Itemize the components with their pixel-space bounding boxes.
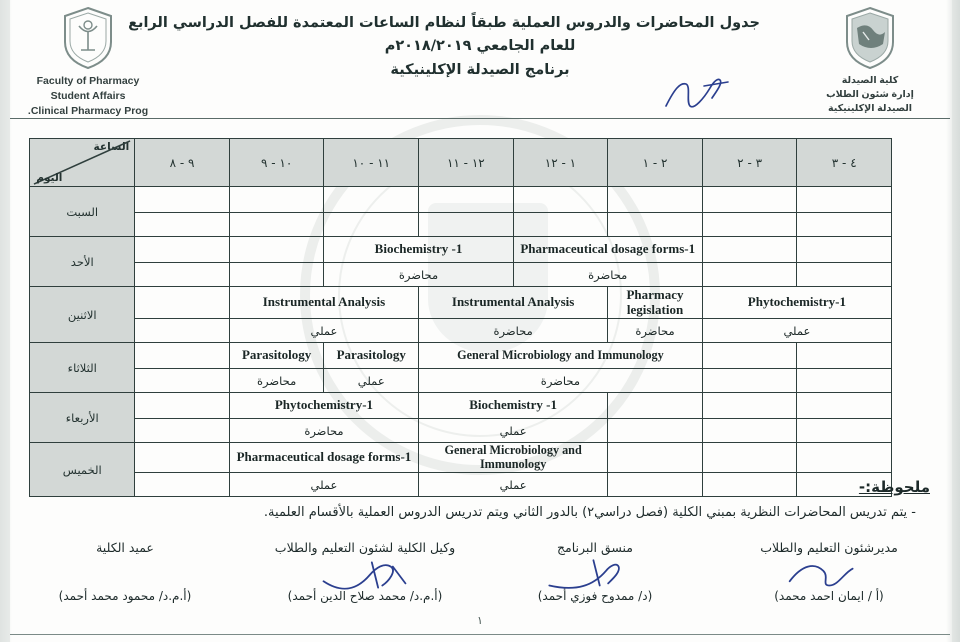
time-column-header-6: ١١ - ١٠ [324,139,419,187]
course-type-cell [419,319,608,343]
course-cell [229,393,418,419]
signature-name: (د/ ممدوح فوزي أحمد) [537,589,653,603]
course-cell [702,287,891,319]
course-type-cell [324,263,513,287]
empty-cell [135,393,230,419]
time-column-header-1: ٤ - ٣ [797,139,892,187]
course-cell [229,343,324,369]
empty-cell [608,187,703,213]
empty-cell [135,369,230,393]
signature-name: (أ / ايمان احمد محمد) [774,589,884,603]
course-type: محاضرة [635,323,675,338]
time-column-header-5: ١٢ - ١١ [419,139,514,187]
schedule-table-wrapper [30,138,892,497]
empty-cell [135,419,230,443]
schedule-row-course-6 [30,443,892,473]
course-name: Pharmaceutical dosage forms-1 [520,241,696,257]
course-name: Pharmacy legislation [626,287,684,317]
empty-cell [797,419,892,443]
course-name: Instrumental Analysis [262,294,386,310]
course-cell [419,443,608,473]
day-name: الثلاثاء [67,360,97,375]
faculty-logo-block-right [790,6,950,115]
empty-cell [702,443,797,473]
empty-cell [797,343,892,369]
course-type: عملي [357,373,385,388]
course-name: Phytochemistry-1 [274,397,374,413]
signature-name: (أ.م.د/ محمود محمد أحمد) [58,589,192,603]
schedule-table-head [30,139,892,187]
course-name: Parasitology [336,347,406,363]
empty-cell [229,187,324,213]
note-title: ملحوظة:- [858,478,930,496]
course-type-cell [324,369,419,393]
time-column-header-8: ٩ - ٨ [135,139,230,187]
course-type-cell [229,319,418,343]
signature-role: عميد الكلية [96,540,154,555]
course-name: Biochemistry -1 [374,241,463,257]
empty-cell [608,213,703,237]
time-column-header-4: ١ - ١٢ [513,139,608,187]
time-column-header-3: ٢ - ١ [608,139,703,187]
signature-role: مديرشئون التعليم والطلاب [760,540,898,555]
course-cell [608,287,703,319]
left-logo-line2: Student Affairs [50,90,126,103]
page-number: ١ [477,614,483,627]
signature-name: (أ.م.د/ محمد صلاح الدين أحمد) [287,589,443,603]
course-type: محاضرة [398,267,439,282]
empty-cell [135,319,230,343]
course-cell [324,237,513,263]
title-line-3: برنامج الصيدلة الإكلينيكية [390,61,570,78]
course-type: عملي [499,423,527,438]
schedule-header-row [30,139,892,187]
schedule-row-course-1 [30,187,892,213]
title-line-2: للعام الجامعي ٢٠١٨/٢٠١٩م [384,38,576,55]
footer-divider [10,634,950,635]
empty-cell [419,187,514,213]
course-name: General Microbiology and Immunology [457,347,664,362]
signature-block-1 [714,540,944,603]
schedule-row-course-3 [30,287,892,319]
schedule-row-type-5 [30,419,892,443]
schedule-row-type-2 [30,263,892,287]
left-logo-line3: Clinical Pharmacy Prog. [27,105,149,118]
day-label-cell [30,187,135,237]
schedule-row-course-4 [30,343,892,369]
empty-cell [513,187,608,213]
time-column-header-7: ١٠ - ٩ [229,139,324,187]
course-type: عملي [499,477,527,492]
empty-cell [135,287,230,319]
course-cell [419,343,703,369]
day-label-cell [30,287,135,343]
empty-cell [702,237,797,263]
course-type-cell [229,369,324,393]
day-name: الخميس [62,462,102,477]
right-logo-line2: إدارة شئون الطلاب [826,88,914,100]
empty-cell [135,237,230,263]
empty-cell [702,419,797,443]
empty-cell [797,187,892,213]
empty-cell [608,393,703,419]
course-name: Biochemistry -1 [469,397,557,413]
course-type: محاضرة [257,373,297,388]
empty-cell [702,263,797,287]
note-section [50,478,930,520]
empty-cell [797,237,892,263]
course-cell [229,443,418,473]
course-type-cell [229,419,418,443]
handwritten-mark [660,72,750,114]
signature-block-4 [10,540,240,603]
signature-block-3 [240,540,490,603]
course-type-cell [419,419,608,443]
empty-cell [608,443,703,473]
university-shield-logo-icon [843,6,897,70]
empty-cell [702,393,797,419]
empty-cell [702,187,797,213]
day-name: الأحد [70,254,94,269]
course-name: Parasitology [241,347,312,363]
course-type: عملي [310,477,338,492]
empty-cell [324,213,419,237]
schedule-row-course-2 [30,237,892,263]
course-type-cell [608,319,703,343]
signature-ink [774,554,884,596]
schedule-table [29,138,892,497]
time-column-header-2: ٣ - ٢ [702,139,797,187]
day-label-cell [30,393,135,443]
table-corner-header [30,139,135,187]
empty-cell [229,237,324,263]
schedule-row-type-1 [30,213,892,237]
empty-cell [797,213,892,237]
empty-cell [135,213,230,237]
course-cell [324,343,419,369]
empty-cell [797,369,892,393]
header-divider [10,118,950,119]
course-name: General Microbiology and Immunology [444,443,582,471]
course-type: محاضرة [304,423,344,438]
course-type-cell [513,263,702,287]
day-name: الاثنين [67,307,97,322]
schedule-row-type-3 [30,319,892,343]
schedule-row-type-4 [30,369,892,393]
corner-day-label: اليوم [36,172,63,184]
empty-cell [135,263,230,287]
course-type: محاضرة [540,373,581,388]
day-label-cell [30,237,135,287]
course-cell [229,287,418,319]
course-name: Pharmaceutical dosage forms-1 [236,449,412,465]
signature-role: وكيل الكلية لشئون التعليم والطلاب [274,540,456,555]
day-name: الأربعاء [65,410,99,425]
empty-cell [135,343,230,369]
corner-hour-label: الساعة [93,141,130,153]
signature-ink [310,554,420,596]
right-logo-line3: الصيدلة الإكلينيكية [827,102,913,114]
empty-cell [702,343,797,369]
course-type: عملي [783,323,811,338]
empty-cell [135,187,230,213]
empty-cell [608,419,703,443]
day-label-cell [30,343,135,393]
note-body: - يتم تدريس المحاضرات النظرية بمبني الكلية (فصل دراسي٢) بالدور الثاني ويتم تدريس الدروس العملية بالأقسام العلمية. [263,505,916,520]
course-type: محاضرة [493,323,533,338]
signature-block-2 [480,540,710,603]
empty-cell [797,443,892,473]
schedule-row-course-5 [30,393,892,419]
course-type: محاضرة [588,267,628,282]
empty-cell [229,263,324,287]
signature-ink [540,554,650,596]
empty-cell [797,393,892,419]
course-cell [419,393,608,419]
pharmacy-shield-logo-icon [61,6,115,70]
course-cell [419,287,608,319]
day-name: السبت [66,204,99,219]
course-name: Phytochemistry-1 [747,294,846,310]
empty-cell [419,213,514,237]
course-type: عملي [310,323,338,338]
empty-cell [702,213,797,237]
course-type-cell [702,319,891,343]
empty-cell [513,213,608,237]
empty-cell [229,213,324,237]
empty-cell [324,187,419,213]
course-cell [513,237,702,263]
course-type-cell [419,369,703,393]
signature-role: منسق البرنامج [556,540,634,555]
empty-cell [797,263,892,287]
course-name: Instrumental Analysis [451,294,575,310]
title-line-1: جدول المحاضرات والدروس العملية طبقاً لنظام الساعات المعتمدة للفصل الدراسي الرابع [128,15,760,31]
empty-cell [702,369,797,393]
right-logo-line1: كلية الصيدلة [841,75,899,86]
schedule-table-body [30,187,892,497]
document-header [0,0,960,120]
left-logo-line1: Faculty of Pharmacy [36,75,140,87]
empty-cell [135,443,230,473]
